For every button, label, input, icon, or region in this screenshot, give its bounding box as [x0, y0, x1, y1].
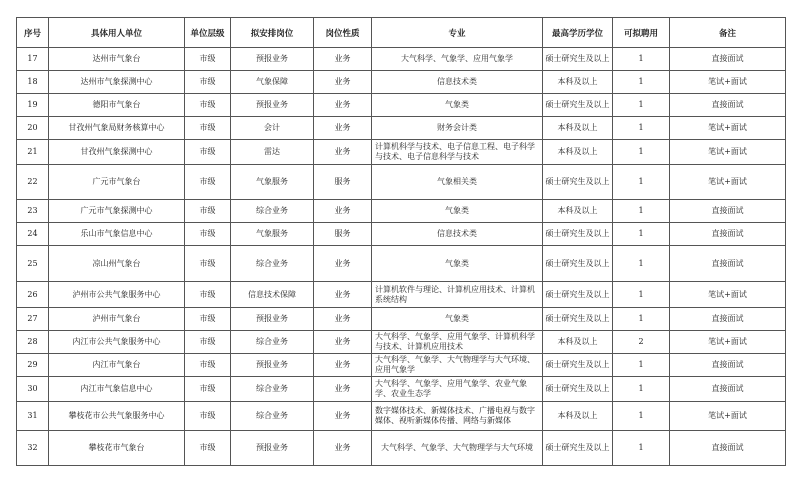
cell-education: 本科及以上	[543, 402, 613, 431]
cell-nature: 业务	[314, 308, 372, 331]
cell-no: 26	[17, 282, 49, 308]
header-level: 单位层级	[185, 18, 231, 48]
table-row	[17, 140, 786, 165]
cell-note: 笔试+面试	[670, 165, 786, 200]
table-row	[17, 308, 786, 331]
cell-nature: 业务	[314, 117, 372, 140]
cell-count: 1	[613, 165, 670, 200]
cell-nature: 服务	[314, 223, 372, 246]
cell-major: 信息技术类	[372, 223, 543, 246]
cell-count: 1	[613, 71, 670, 94]
table-row	[17, 165, 786, 200]
table-row	[17, 117, 786, 140]
header-note: 备注	[670, 18, 786, 48]
cell-note: 笔试+面试	[670, 140, 786, 165]
table-row	[17, 377, 786, 402]
cell-count: 2	[613, 331, 670, 354]
cell-level: 市级	[185, 377, 231, 402]
cell-level: 市级	[185, 402, 231, 431]
cell-post: 雷达	[231, 140, 314, 165]
cell-unit: 内江市气象信息中心	[49, 377, 185, 402]
cell-post: 预报业务	[231, 431, 314, 466]
recruitment-table	[16, 17, 786, 466]
cell-major: 数字媒体技术、新媒体技术、广播电视与数字媒体、视听新媒体传播、网络与新媒体	[372, 402, 543, 431]
cell-no: 19	[17, 94, 49, 117]
cell-major: 气象类	[372, 94, 543, 117]
cell-count: 1	[613, 354, 670, 377]
cell-count: 1	[613, 117, 670, 140]
cell-post: 综合业务	[231, 331, 314, 354]
cell-post: 综合业务	[231, 246, 314, 282]
cell-note: 直接面试	[670, 354, 786, 377]
cell-count: 1	[613, 402, 670, 431]
cell-note: 笔试+面试	[670, 331, 786, 354]
cell-education: 本科及以上	[543, 140, 613, 165]
cell-post: 预报业务	[231, 354, 314, 377]
cell-count: 1	[613, 246, 670, 282]
cell-post: 综合业务	[231, 377, 314, 402]
cell-unit: 达州市气象台	[49, 48, 185, 71]
cell-level: 市级	[185, 140, 231, 165]
cell-no: 27	[17, 308, 49, 331]
cell-post: 预报业务	[231, 94, 314, 117]
header-no: 序号	[17, 18, 49, 48]
cell-level: 市级	[185, 431, 231, 466]
cell-level: 市级	[185, 354, 231, 377]
table-row	[17, 94, 786, 117]
cell-note: 直接面试	[670, 94, 786, 117]
cell-post: 预报业务	[231, 308, 314, 331]
cell-unit: 攀枝花市公共气象服务中心	[49, 402, 185, 431]
cell-unit: 泸州市公共气象服务中心	[49, 282, 185, 308]
header-post: 拟安排岗位	[231, 18, 314, 48]
cell-no: 23	[17, 200, 49, 223]
cell-no: 31	[17, 402, 49, 431]
header-unit: 具体用人单位	[49, 18, 185, 48]
cell-nature: 业务	[314, 140, 372, 165]
cell-education: 硕士研究生及以上	[543, 354, 613, 377]
cell-education: 硕士研究生及以上	[543, 48, 613, 71]
cell-level: 市级	[185, 200, 231, 223]
cell-level: 市级	[185, 246, 231, 282]
header-major: 专业	[372, 18, 543, 48]
cell-note: 直接面试	[670, 246, 786, 282]
cell-no: 32	[17, 431, 49, 466]
cell-major: 气象类	[372, 200, 543, 223]
cell-nature: 业务	[314, 94, 372, 117]
table-row	[17, 354, 786, 377]
cell-note: 直接面试	[670, 308, 786, 331]
cell-level: 市级	[185, 223, 231, 246]
cell-post: 信息技术保障	[231, 282, 314, 308]
cell-no: 29	[17, 354, 49, 377]
cell-nature: 业务	[314, 354, 372, 377]
cell-count: 1	[613, 282, 670, 308]
cell-major: 大气科学、气象学、大气物理学与大气环境、应用气象学	[372, 354, 543, 377]
cell-education: 硕士研究生及以上	[543, 246, 613, 282]
table-header-row	[17, 18, 786, 48]
cell-post: 气象服务	[231, 165, 314, 200]
cell-nature: 业务	[314, 331, 372, 354]
cell-level: 市级	[185, 331, 231, 354]
cell-count: 1	[613, 140, 670, 165]
cell-unit: 内江市公共气象服务中心	[49, 331, 185, 354]
cell-no: 21	[17, 140, 49, 165]
cell-education: 本科及以上	[543, 200, 613, 223]
cell-level: 市级	[185, 282, 231, 308]
cell-post: 会计	[231, 117, 314, 140]
cell-unit: 甘孜州气象探测中心	[49, 140, 185, 165]
cell-level: 市级	[185, 71, 231, 94]
cell-major: 财务会计类	[372, 117, 543, 140]
header-nature: 岗位性质	[314, 18, 372, 48]
cell-major: 信息技术类	[372, 71, 543, 94]
cell-note: 笔试+面试	[670, 282, 786, 308]
cell-note: 直接面试	[670, 223, 786, 246]
cell-level: 市级	[185, 308, 231, 331]
cell-note: 直接面试	[670, 48, 786, 71]
cell-education: 本科及以上	[543, 71, 613, 94]
cell-nature: 业务	[314, 200, 372, 223]
cell-unit: 达州市气象探测中心	[49, 71, 185, 94]
cell-note: 直接面试	[670, 200, 786, 223]
cell-note: 直接面试	[670, 377, 786, 402]
cell-education: 硕士研究生及以上	[543, 282, 613, 308]
cell-major: 计算机软件与理论、计算机应用技术、计算机系统结构	[372, 282, 543, 308]
cell-post: 气象保障	[231, 71, 314, 94]
cell-education: 硕士研究生及以上	[543, 165, 613, 200]
cell-note: 直接面试	[670, 431, 786, 466]
cell-nature: 业务	[314, 48, 372, 71]
cell-no: 30	[17, 377, 49, 402]
header-education: 最高学历学位	[543, 18, 613, 48]
cell-major: 大气科学、气象学、应用气象学	[372, 48, 543, 71]
cell-education: 本科及以上	[543, 331, 613, 354]
cell-note: 笔试+面试	[670, 117, 786, 140]
table-row	[17, 48, 786, 71]
cell-nature: 业务	[314, 431, 372, 466]
cell-major: 大气科学、气象学、应用气象学、计算机科学与技术、计算机应用技术	[372, 331, 543, 354]
table-row	[17, 246, 786, 282]
table-row	[17, 71, 786, 94]
cell-unit: 德阳市气象台	[49, 94, 185, 117]
cell-nature: 业务	[314, 377, 372, 402]
cell-post: 预报业务	[231, 48, 314, 71]
cell-major: 气象类	[372, 246, 543, 282]
table-row	[17, 402, 786, 431]
cell-no: 20	[17, 117, 49, 140]
cell-unit: 广元市气象台	[49, 165, 185, 200]
cell-nature: 业务	[314, 246, 372, 282]
cell-no: 22	[17, 165, 49, 200]
cell-education: 硕士研究生及以上	[543, 308, 613, 331]
cell-count: 1	[613, 308, 670, 331]
cell-post: 综合业务	[231, 200, 314, 223]
cell-level: 市级	[185, 94, 231, 117]
table-row	[17, 282, 786, 308]
cell-nature: 业务	[314, 71, 372, 94]
cell-count: 1	[613, 431, 670, 466]
cell-level: 市级	[185, 165, 231, 200]
header-count: 可拟聘用	[613, 18, 670, 48]
table-row	[17, 223, 786, 246]
cell-nature: 服务	[314, 165, 372, 200]
table-row	[17, 200, 786, 223]
cell-major: 计算机科学与技术、电子信息工程、电子科学与技术、电子信息科学与技术	[372, 140, 543, 165]
cell-education: 硕士研究生及以上	[543, 94, 613, 117]
cell-major: 大气科学、气象学、大气物理学与大气环境	[372, 431, 543, 466]
cell-unit: 泸州市气象台	[49, 308, 185, 331]
cell-level: 市级	[185, 48, 231, 71]
cell-post: 综合业务	[231, 402, 314, 431]
cell-nature: 业务	[314, 282, 372, 308]
cell-education: 硕士研究生及以上	[543, 223, 613, 246]
cell-note: 笔试+面试	[670, 71, 786, 94]
cell-no: 28	[17, 331, 49, 354]
recruitment-table-container	[16, 17, 786, 466]
cell-unit: 甘孜州气象局财务核算中心	[49, 117, 185, 140]
table-row	[17, 331, 786, 354]
cell-count: 1	[613, 48, 670, 71]
cell-no: 24	[17, 223, 49, 246]
cell-count: 1	[613, 94, 670, 117]
cell-count: 1	[613, 200, 670, 223]
cell-unit: 广元市气象探测中心	[49, 200, 185, 223]
cell-post: 气象服务	[231, 223, 314, 246]
cell-unit: 内江市气象台	[49, 354, 185, 377]
cell-level: 市级	[185, 117, 231, 140]
table-row	[17, 431, 786, 466]
cell-unit: 凉山州气象台	[49, 246, 185, 282]
cell-unit: 攀枝花市气象台	[49, 431, 185, 466]
cell-no: 18	[17, 71, 49, 94]
cell-no: 25	[17, 246, 49, 282]
cell-major: 大气科学、气象学、应用气象学、农业气象学、农业生态学	[372, 377, 543, 402]
cell-education: 硕士研究生及以上	[543, 431, 613, 466]
cell-education: 本科及以上	[543, 117, 613, 140]
cell-note: 笔试+面试	[670, 402, 786, 431]
cell-no: 17	[17, 48, 49, 71]
cell-education: 硕士研究生及以上	[543, 377, 613, 402]
cell-major: 气象类	[372, 308, 543, 331]
cell-count: 1	[613, 223, 670, 246]
cell-nature: 业务	[314, 402, 372, 431]
cell-count: 1	[613, 377, 670, 402]
cell-unit: 乐山市气象信息中心	[49, 223, 185, 246]
cell-major: 气象相关类	[372, 165, 543, 200]
